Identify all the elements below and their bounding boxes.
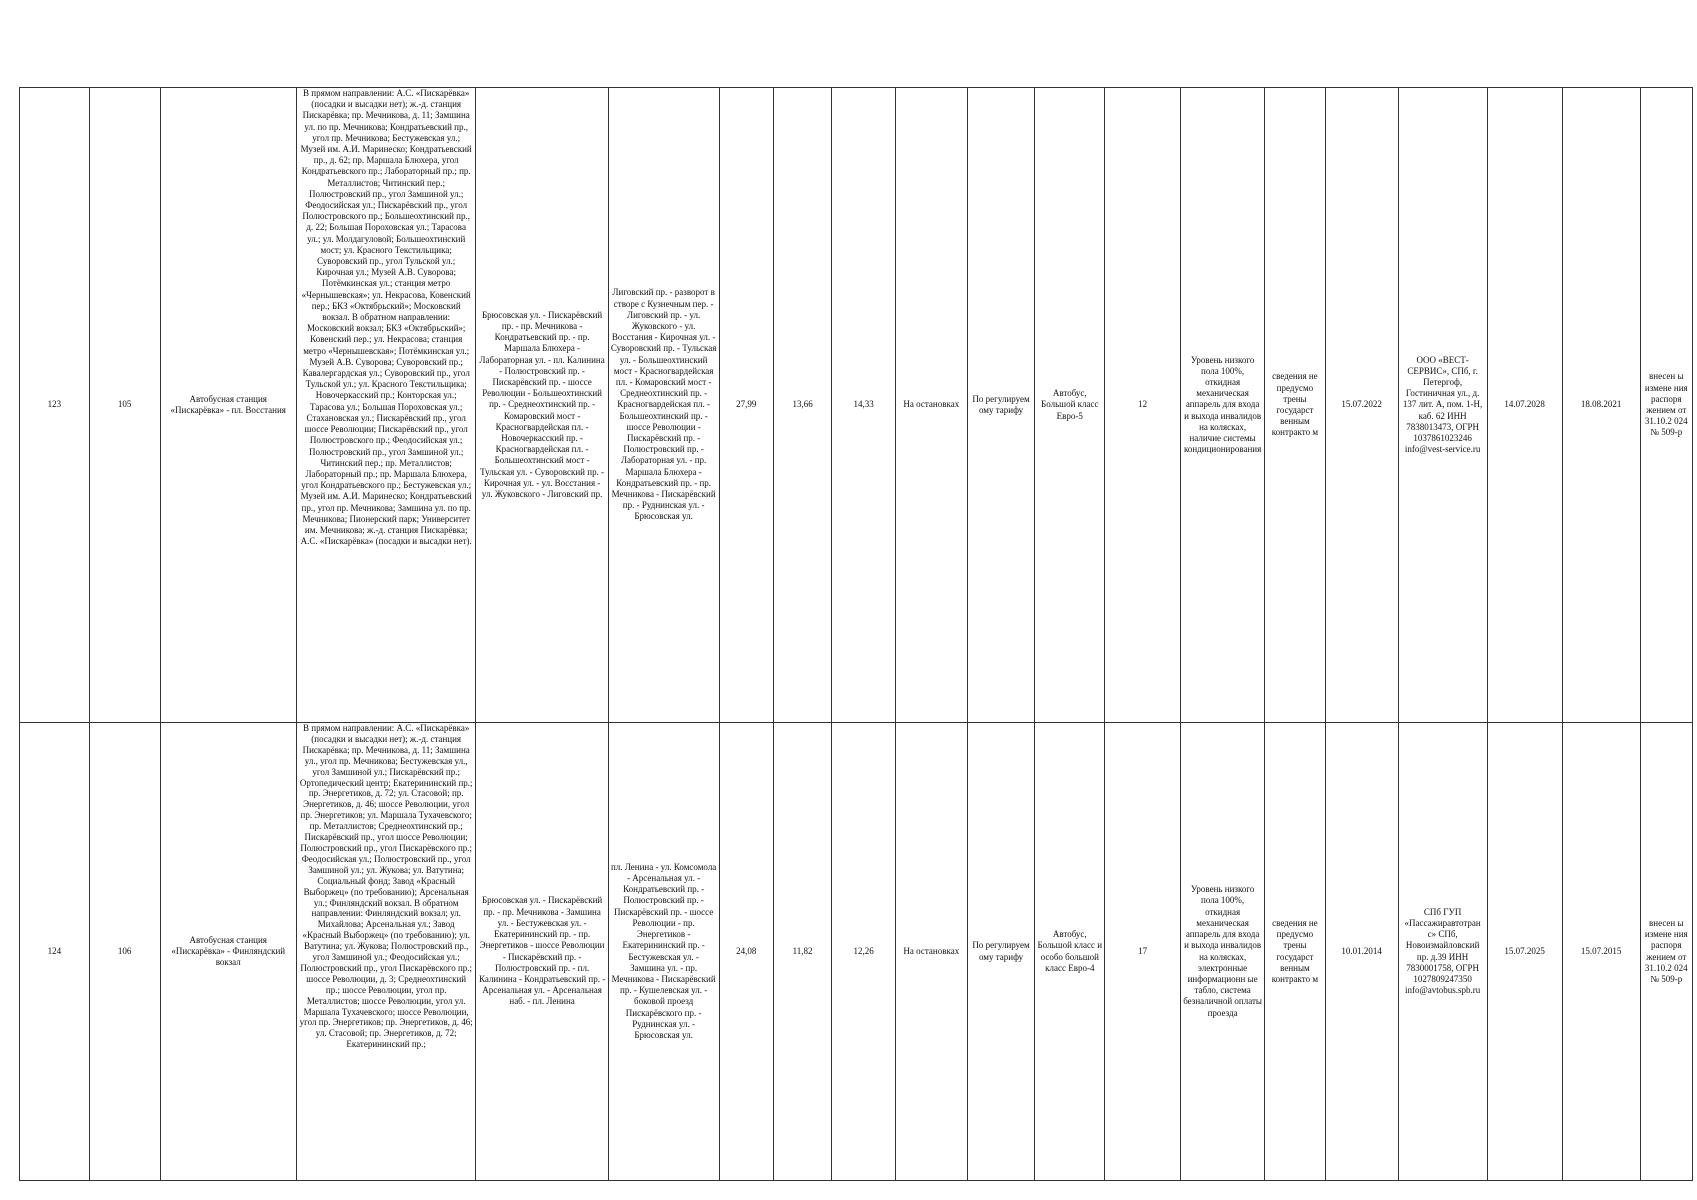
carrier-cell: СПб ГУП «Пассажиравтотран с» СПб, Новоизмайловский пр. д.39 ИНН 7830001758, ОГРН 1027809247350 info@avtobus.spb.ru [1398,723,1487,1181]
length-forward-cell: 24,08 [719,723,773,1181]
table-row [20,723,1693,1181]
length-backward-cell: 11,82 [773,723,831,1181]
streets-backward-cell: пл. Ленина - ул. Комсомола - Арсенальная ул. - Кондратьевский пр. - Полюстровский пр. - Пискарёвский пр. - шоссе Революции - пр. Энергетиков - Екатерининский пр. - Бестужевская ул. - Замшина ул. - пр. Мечникова - Пискарёвский пр. - Кушелевская ул. - боковой проезд Пискарёвского пр. - Руднинская ул. - Брюсовская ул. [608,723,719,1181]
registration-date-cell: 18.08.2021 [1562,88,1640,723]
vehicle-features-cell: Уровень низкого пола 100%, откидная механическая аппарель для входа и выхода инвалидов на колясках, электронные информационн ые табло, система безналичной оплаты проезда [1181,723,1265,1181]
route-number-cell: 105 [89,88,160,723]
length-other-cell: 14,33 [832,88,896,723]
vehicle-features-cell: Уровень низкого пола 100%, откидная механическая аппарель для входа и выхода инвалидов на колясках, наличие системы кондиционирования [1181,88,1265,723]
contract-info-cell: сведения не предусмо трены государст венным контракто м [1265,723,1326,1181]
start-date-cell: 15.07.2022 [1325,88,1398,723]
length-other-cell: 12,26 [832,723,896,1181]
start-date-cell: 10.01.2014 [1325,723,1398,1181]
note-cell: внесен ы измене ния распоря жением от 31.10.2 024 № 509-р [1640,723,1692,1181]
vehicle-count-cell: 12 [1105,88,1181,723]
stops-list-cell: В прямом направлении: А.С. «Пискарёвка» (посадки и высадки нет); ж.-д. станция Пискарёвка; пр. Мечникова, д. 11; Замшина ул., угол пр. Мечникова; Бестужевская ул., угол Замшиной ул.; Пискарёвский пр.; Ортопедический центр; Екатерининский пр.; пр. Энергетиков, д. 72; ул. Стасовой; пр. Энергетиков, д. 46; шоссе Революции, угол пр. Энергетиков; ул. Маршала Тухачевского; пр. Металлистов; Среднеохтинский пр.; Пискарёвский пр., угол шоссе Революции; Полюстровский пр., угол Пискарёвского пр.; Феодосийская ул.; Полюстровский пр., угол Замшиной ул.; ул. Жукова; ул. Ватутина; Социальный фонд; Завод «Красный Выборжец» (по требованию); Арсенальная ул.; Финляндский вокзал. В обратном направлении: Финляндский вокзал; ул. Михайлова; Арсенальная ул.; Завод «Красный Выборжец» (по требованию); ул. Ватутина; ул. Жукова; Полюстровский пр., угол Замшиной ул.; Феодосийская ул.; Полюстровский пр., угол Пискарёвского пр.; шоссе Революции, д. 3; Среднеохтинский пр.; шоссе Революции, угол пр. Металлистов; шоссе Революции, угол ул. Маршала Тухачевского; шоссе Революции, угол пр. Энергетиков; пр. Энергетиков, д. 46; ул. Стасовой; пр. Энергетиков, д. 72; Екатерининский пр.; [296,723,476,1181]
note-cell: внесен ы измене ния распоря жением от 31.10.2 024 № 509-р [1640,88,1692,723]
route-number-cell: 106 [89,723,160,1181]
reg-number-cell: 124 [20,723,90,1181]
vehicle-count-cell: 17 [1105,723,1181,1181]
vehicle-class-cell: Автобус, Большой класс и особо большой класс Евро-4 [1035,723,1105,1181]
length-backward-cell: 13,66 [773,88,831,723]
boarding-order-cell: На остановках [895,88,967,723]
table-row [20,88,1693,723]
streets-forward-cell: Брюсовская ул. - Пискарёвский пр. - пр. Мечникова - Замшина ул. - Бестужевская ул. - Екатерининский пр. - пр. Энергетиков - шоссе Революции - Пискарёвский пр. - Полюстровский пр. - пл. Калинина - Кондратьевский пр. - Арсенальная ул. - Арсенальная наб. - пл. Ленина [476,723,608,1181]
registration-date-cell: 15.07.2015 [1562,723,1640,1181]
carrier-cell: ООО «ВЕСТ-СЕРВИС», СПб, г. Петергоф, Гостиничная ул., д. 137 лит. А, пом. 1-Н, каб. 62 ИНН 7838013473, ОГРН 1037861023246 info@vest-service.ru [1398,88,1487,723]
contract-info-cell: сведения не предусмо трены государст венным контракто м [1265,88,1326,723]
reg-number-cell: 123 [20,88,90,723]
route-name-cell: Автобусная станция «Пискарёвка» - пл. Восстания [160,88,296,723]
streets-backward-cell: Лиговский пр. - разворот в створе с Кузнечным пер. - Лиговский пр. - ул. Жуковского - ул. Восстания - Кирочная ул. - Суворовский пр. - Тульская ул. - Большеохтинский мост - Красногвардейская пл. - Комаровский мост - Среднеохтинский пр. - Красногвардейская пл. - Большеохтинский пр. - шоссе Революции - Пискарёвский пр. - Полюстровский пр. - Лабораторная ул. - пр. Маршала Блюхера - Кондратьевский пр. - пр. Мечникова - Пискарёвский пр. - Руднинская ул. - Брюсовская ул. [608,88,719,723]
vehicle-class-cell: Автобус, Большой класс Евро-5 [1035,88,1105,723]
route-register-table [19,87,1693,1181]
boarding-order-cell: На остановках [895,723,967,1181]
tariff-cell: По регулируем ому тарифу [967,723,1035,1181]
end-date-cell: 14.07.2028 [1487,88,1562,723]
stops-list-cell: В прямом направлении: А.С. «Пискарёвка» (посадки и высадки нет); ж.-д. станция Пискарёвка; пр. Мечникова, д. 11; Замшина ул. по пр. Мечникова; Кондратьевский пр., угол пр. Мечникова; Бестужевская ул.; Музей им. А.И. Маринеско; Кондратьевский пр., д. 62; пр. Маршала Блюхера, угол Кондратьевского пр.; Лабораторный пр.; пр. Металлистов; Читинский пер.; Полюстровский пр., угол Замшиной ул.; Феодосийская ул.; Пискарёвский пр., угол Полюстровского пр.; Большеохтинский пр., д. 22; Большая Пороховская ул.; Тарасова ул.; ул. Молдагуловой; Большеохтинский мост; ул. Красного Текстильщика; Суворовский пр., угол Тульской ул.; Кирочная ул.; Музей А.В. Суворова; Потёмкинская ул.; станция метро «Чернышевская»; ул. Некрасова, Ковенский пер.; БКЗ «Октябрьский»; Московский вокзал. В обратном направлении: Московский вокзал; БКЗ «Октябрьский»; Ковенский пер.; ул. Некрасова; станция метро «Чернышевская»; Потёмкинская ул.; Музей А.В. Суворова; Суворовский пр.; Кавалергардская ул.; Суворовский пр., угол Тульской ул.; ул. Красного Текстильщика; Новочеркасский пр.; Конторская ул.; Тарасова ул.; Большая Пороховская ул.; Стахановская ул.; Пискарёвский пр., угол шоссе Революции; Пискарёвский пр., угол Полюстровского пр.; Феодосийская ул.; Полюстровский пр., угол Замшиной ул.; Читинский пер.; пр. Металлистов; Лабораторный пр.; пр. Маршала Блюхера, угол Кондратьевского пр.; Бестужевская ул.; Музей им. А.И. Маринеско; Кондратьевский пр., угол пр. Мечникова; Замшина ул. по пр. Мечникова; Пионерский парк; Университет им. Мечникова; ж.-д. станция Пискарёвка; А.С. «Пискарёвка» (посадки и высадки нет). [296,88,476,723]
streets-forward-cell: Брюсовская ул. - Пискарёвский пр. - пр. Мечникова - Кондратьевский пр. - пр. Маршала Блюхера - Лабораторная ул. - пл. Калинина - Полюстровский пр. - Пискарёвский пр. - шоссе Революции - Большеохтинский пр. - Среднеохтинский пр. - Комаровский мост - Красногвардейская пл. - Новочеркасский пр. - Красногвардейская пл. - Большеохтинский мост - Тульская ул. - Суворовский пр. - Кирочная ул. - ул. Восстания - ул. Жуковского - Лиговский пр. [476,88,608,723]
length-forward-cell: 27,99 [719,88,773,723]
end-date-cell: 15.07.2025 [1487,723,1562,1181]
tariff-cell: По регулируем ому тарифу [967,88,1035,723]
route-name-cell: Автобусная станция «Пискарёвка» - Финляндский вокзал [160,723,296,1181]
